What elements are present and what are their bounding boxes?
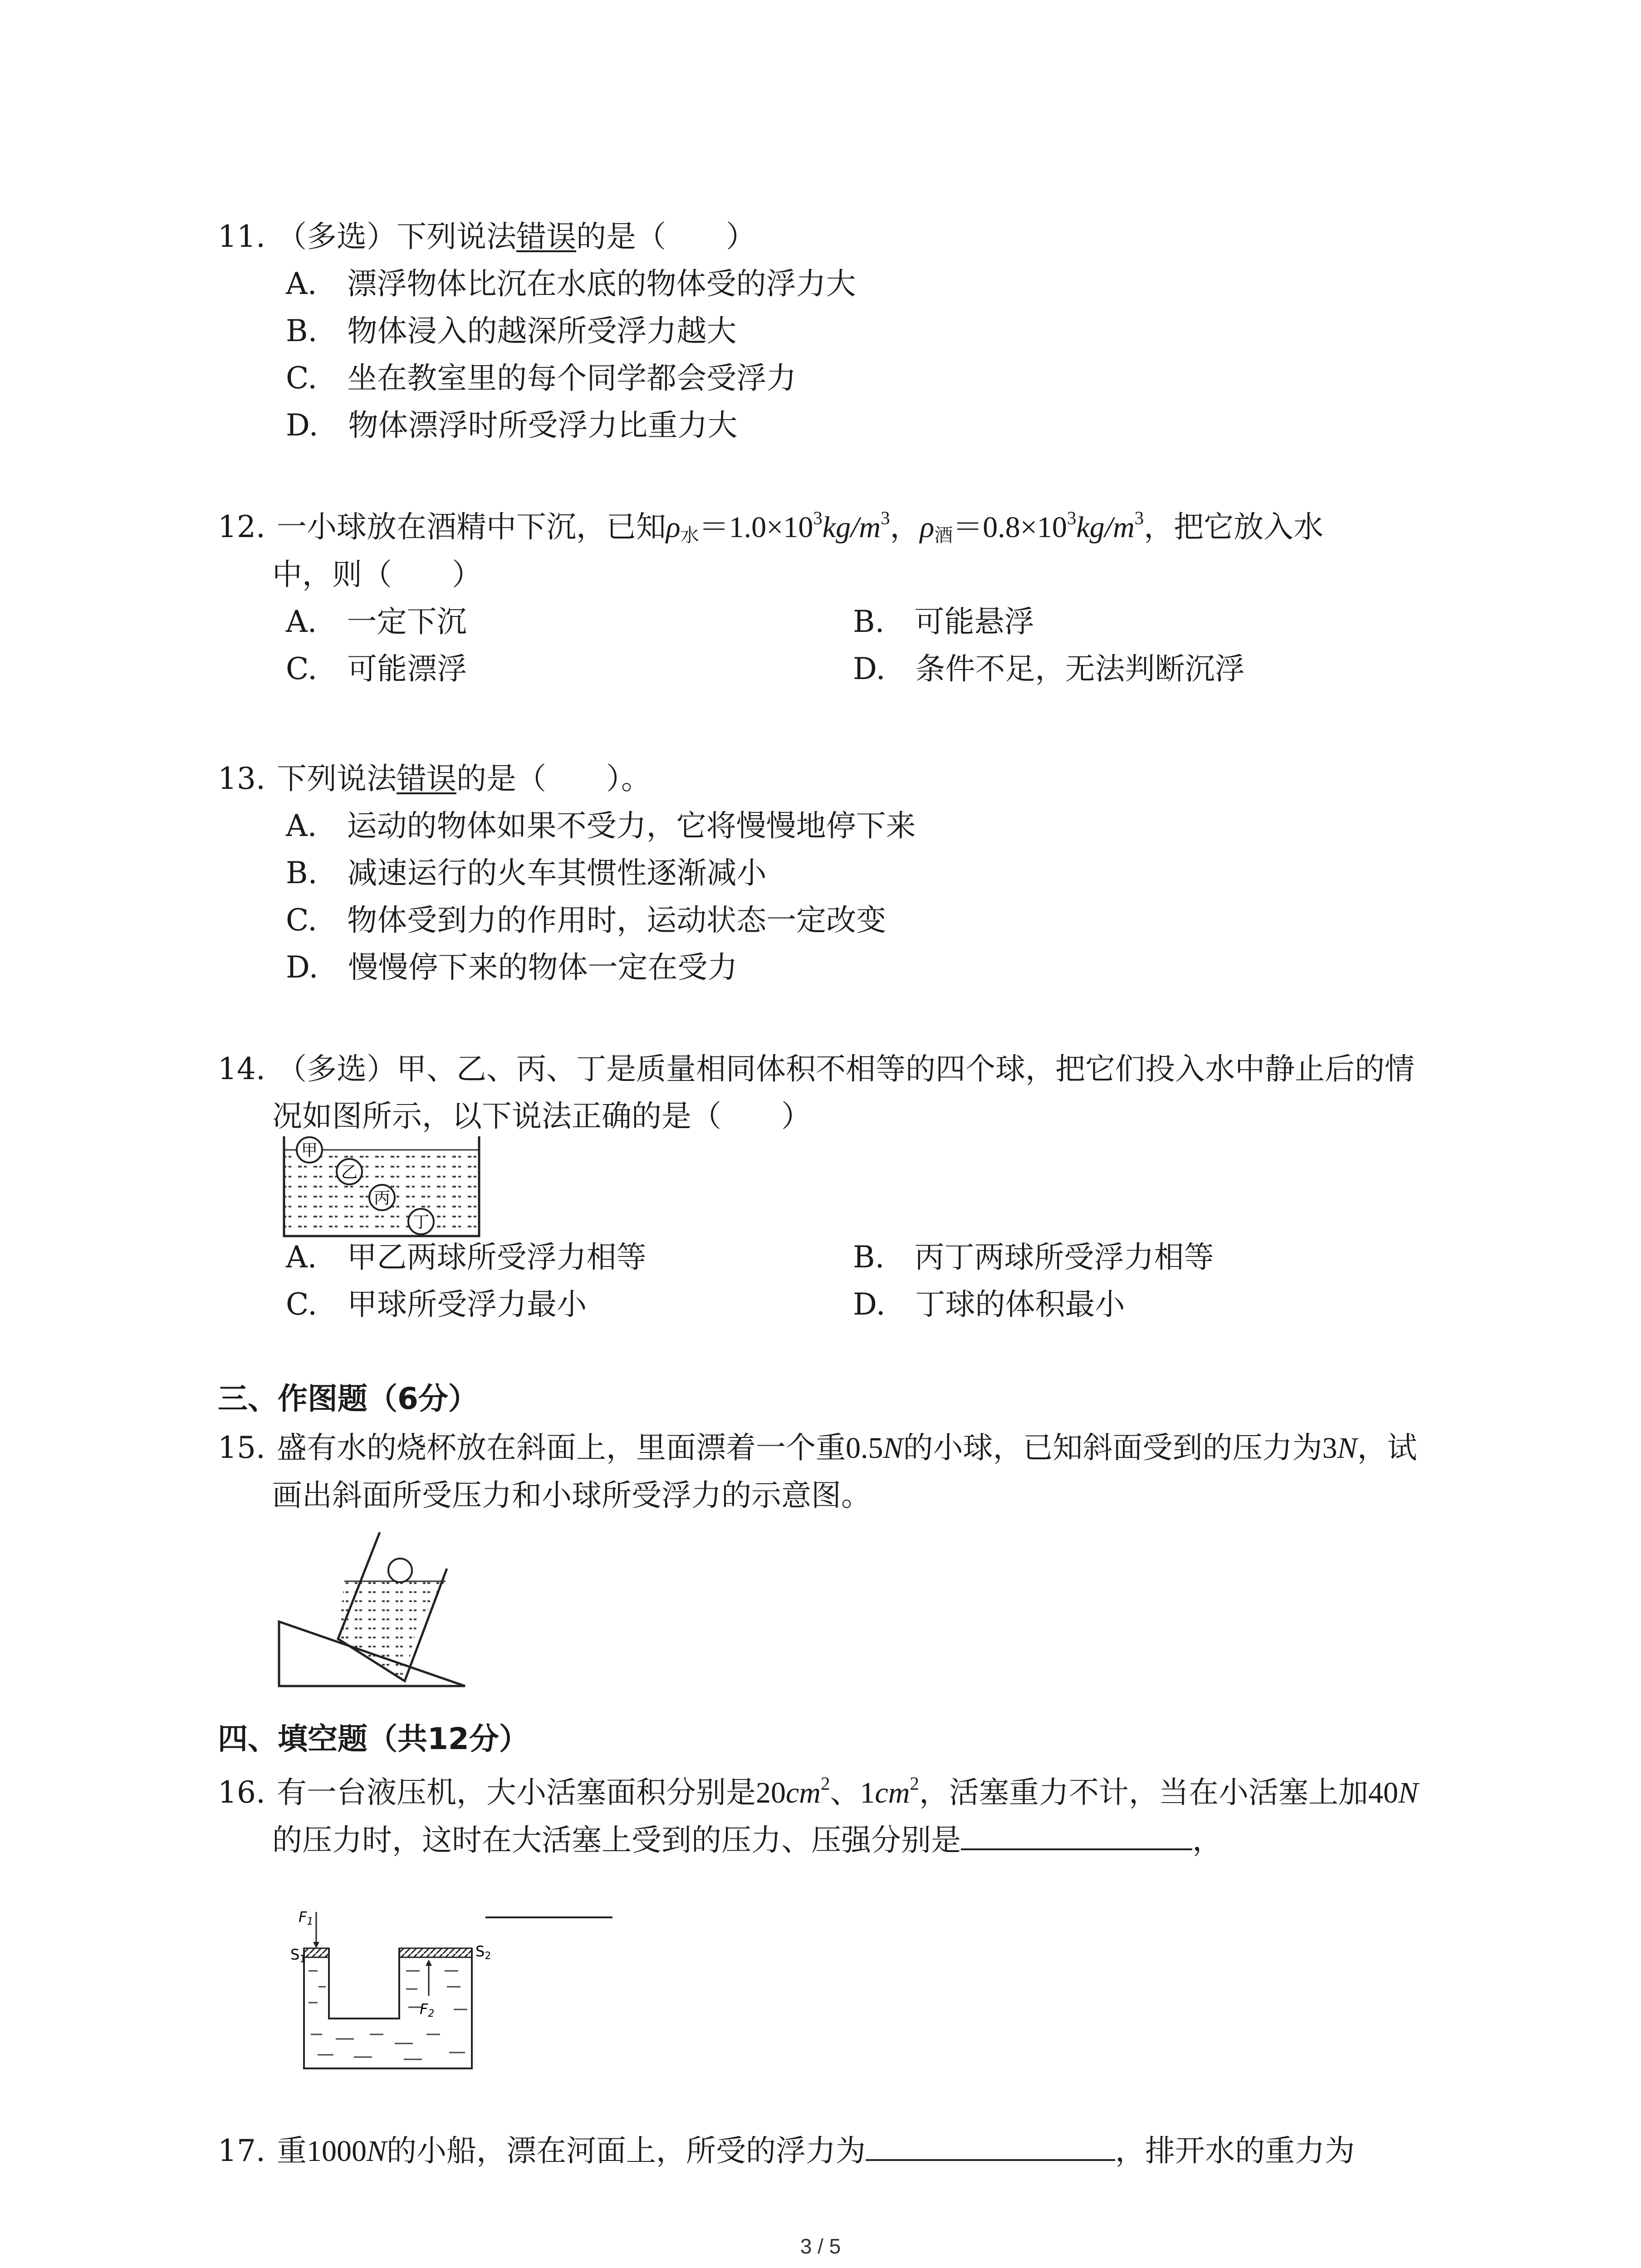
question-11-stem: 11. （多选）下列说法错误的是（ ） [218,213,1470,260]
option-b: B. 丙丁两球所受浮力相等 [853,1240,1214,1275]
option-c: C. 甲球所受浮力最小 [286,1287,587,1322]
question-14 [218,1046,1470,1140]
option-a: A. 漂浮物体比沉在水底的物体受的浮力大 [286,266,856,301]
question-number: 13. [218,761,265,796]
vessel-outline [304,1948,472,2068]
question-11 [218,213,1470,449]
page-number: 3 / 5 [800,2234,841,2258]
section-heading-drawing: 三、作图题（6分） [218,1381,478,1416]
option-d: D. 条件不足，无法判断沉浮 [853,651,1245,686]
option-b: B. 可能悬浮 [853,604,1034,639]
force-f1-arrow [313,1912,319,1948]
option-c: C. 可能漂浮 [286,651,467,686]
question-17 [218,2127,1470,2175]
incline-beaker-figure [272,1524,481,1696]
density-water: $\rho_水=1.0\times 10^3kg/m^3$ [666,508,890,546]
question-13-stem: 13. 下列说法错误的是（ ）。 [218,755,1470,802]
ball-bing [369,1185,395,1210]
question-16-stem: 16. 有一台液压机，大小活塞面积分别是$20cm^2$、$1cm^2$，活塞重力不计，当在小活塞上加40N [218,1769,1470,1817]
question-12-stem-line2: 中，则（ ） [272,557,482,592]
emphasis-underline: 错误 [516,219,576,254]
label-s2: S2 [475,1943,491,1962]
answer-blank-3[interactable] [866,2132,1115,2161]
option-b: B. 减速运行的火车其惯性逐渐减小 [286,855,767,890]
floating-ball [388,1559,412,1582]
option-a: A. 一定下沉 [286,604,467,639]
option-b: B. 物体浸入的越深所受浮力越大 [286,313,737,348]
liquid-dashes [309,1971,467,2059]
question-17-stem: 17. 重1000N的小船，漂在河面上，所受的浮力为 ，排开水的重力为 [218,2127,1470,2175]
density-alcohol: $\rho_酒=0.8\times 10^3kg/m^3$ [920,508,1144,546]
label-s1: S1 [290,1946,306,1965]
option-d: D. 物体漂浮时所受浮力比重力大 [286,408,738,443]
answer-blank-1[interactable] [961,1821,1192,1850]
force-f2-arrow [426,1960,432,1996]
question-14-stem-line2: 况如图所示，以下说法正确的是（ ） [272,1099,811,1134]
ball-jia [297,1137,322,1163]
option-a: A. 运动的物体如果不受力，它将慢慢地停下来 [286,808,916,843]
option-c: C. 坐在教室里的每个同学都会受浮力 [286,361,797,396]
question-15-stem-line2: 画出斜面所受压力和小球所受浮力的示意图。 [272,1478,871,1513]
ball-ding [408,1209,434,1234]
question-16-stem-line2: 的压力时，这时在大活塞上受到的压力、压强分别是 ， [218,1817,1470,1864]
question-16 [218,1769,1470,1864]
label-f2: F2 [420,2000,435,2019]
svg-text:乙: 乙 [341,1163,358,1182]
large-piston [399,1948,472,1957]
option-d: D. 丁球的体积最小 [853,1287,1125,1322]
svg-text:丙: 丙 [373,1189,391,1207]
question-number: 12. [218,509,265,544]
svg-text:丁: 丁 [412,1213,430,1232]
option-c: C. 物体受到力的作用时，运动状态一定改变 [286,903,887,938]
question-15 [218,1424,1470,1519]
question-15-stem: 15. 盛有水的烧杯放在斜面上，里面漂着一个重0.5N的小球，已知斜面受到的压力为3N，试 [218,1424,1470,1472]
question-number: 17. [218,2133,265,2168]
section-heading-fill-blank: 四、填空题（共12分） [218,1721,529,1756]
question-number: 11. [218,219,265,254]
option-d: D. 慢慢停下来的物体一定在受力 [286,950,738,985]
beaker-balls-figure [281,1132,490,1241]
question-14-options [218,1234,1470,1328]
option-a: A. 甲乙两球所受浮力相等 [286,1240,647,1275]
svg-text:甲: 甲 [301,1141,318,1160]
question-12-options [218,598,1470,693]
question-number: 15. [218,1430,265,1465]
question-number: 16. [218,1775,265,1810]
ball-yi [337,1159,362,1184]
label-f1: F1 [299,1908,314,1927]
emphasis-underline: 错误 [397,761,456,796]
question-number: 14. [218,1051,265,1086]
hydraulic-press-figure [290,1903,508,2084]
question-14-stem: 14. （多选）甲、乙、丙、丁是质量相同体积不相等的四个球，把它们投入水中静止后的情 [218,1046,1470,1093]
question-12-stem: 12. 一小球放在酒精中下沉，已知$\rho_水=1.0\times 10^3kg/m^3$，$\rho_酒=0.8\times 10^3kg/m^3$，把它放入水 [218,503,1470,551]
small-piston [304,1948,329,1957]
question-12 [218,503,1470,693]
question-13 [218,755,1470,991]
